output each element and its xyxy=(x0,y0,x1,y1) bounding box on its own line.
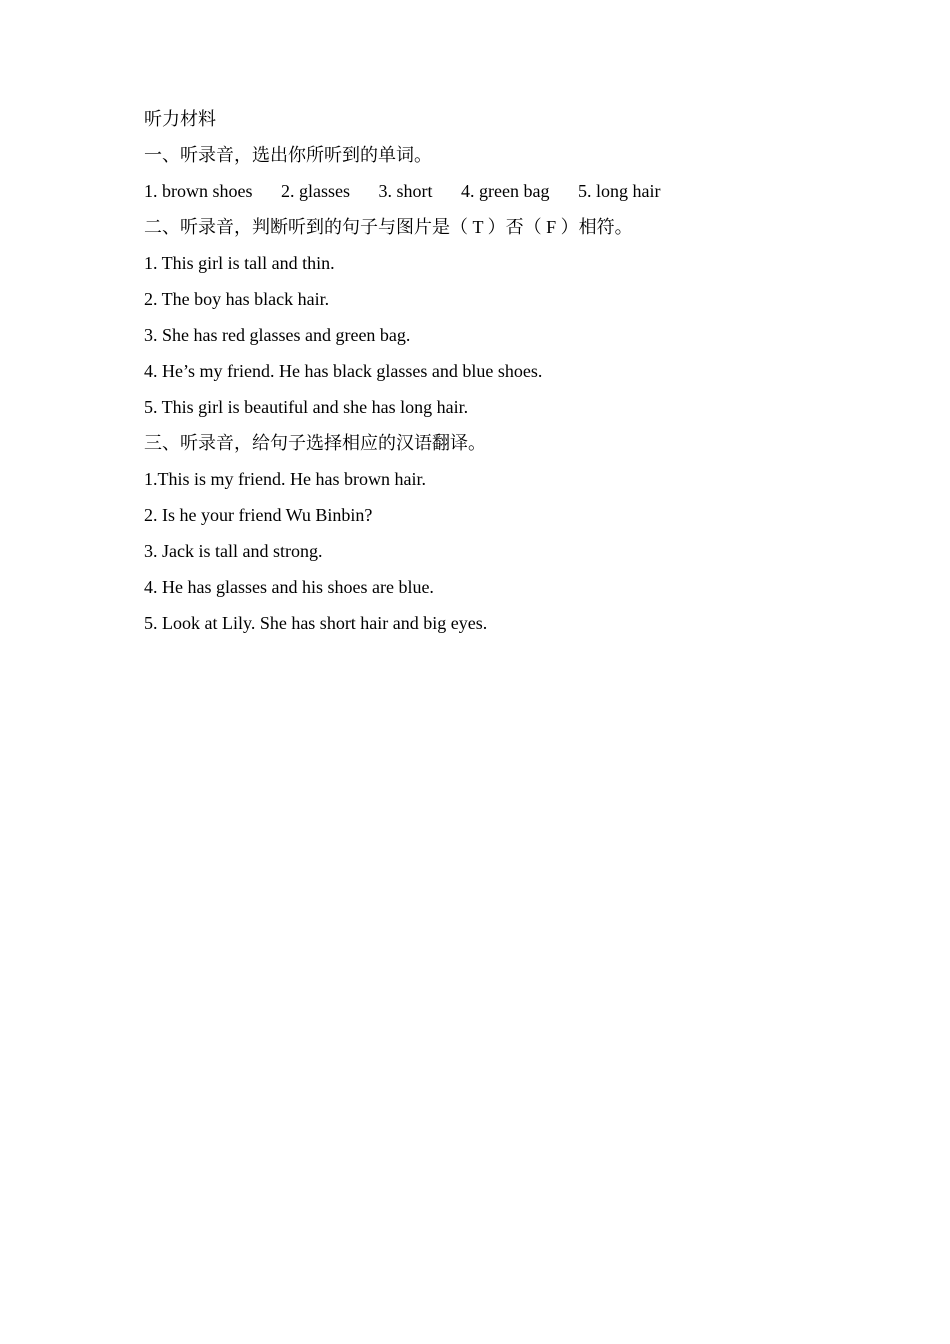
section-3-item: 3. Jack is tall and strong. xyxy=(144,541,323,561)
section-2-item: 3. She has red glasses and green bag. xyxy=(144,325,411,345)
section-2-item: 4. He’s my friend. He has black glasses and blue shoes. xyxy=(144,361,543,381)
section-3-item: 2. Is he your friend Wu Binbin? xyxy=(144,505,373,525)
section-3-item: 5. Look at Lily. She has short hair and big eyes. xyxy=(144,613,488,633)
section-2-item: 1. This girl is tall and thin. xyxy=(144,253,335,273)
word-item: 4. green bag xyxy=(461,181,550,201)
section-2-item: 2. The boy has black hair. xyxy=(144,289,330,309)
section-1-word-list xyxy=(144,176,844,212)
section-3-heading: 三、听录音，给句子选择相应的汉语翻译。 xyxy=(144,433,486,453)
word-item: 1. brown shoes xyxy=(144,181,253,201)
section-3-item: 1.This is my friend. He has brown hair. xyxy=(144,469,426,489)
document-page xyxy=(144,104,844,644)
section-3-item: 4. He has glasses and his shoes are blue. xyxy=(144,577,434,597)
document-title: 听力材料 xyxy=(144,109,216,129)
section-2-heading: 二、听录音，判断听到的句子与图片是（ T ）否（ F ）相符。 xyxy=(144,217,633,237)
section-1-heading: 一、听录音，选出你所听到的单词。 xyxy=(144,145,432,165)
word-item: 3. short xyxy=(378,181,433,201)
word-item: 5. long hair xyxy=(577,181,661,201)
word-item: 2. glasses xyxy=(281,181,350,201)
section-2-item: 5. This girl is beautiful and she has long hair. xyxy=(144,397,469,417)
